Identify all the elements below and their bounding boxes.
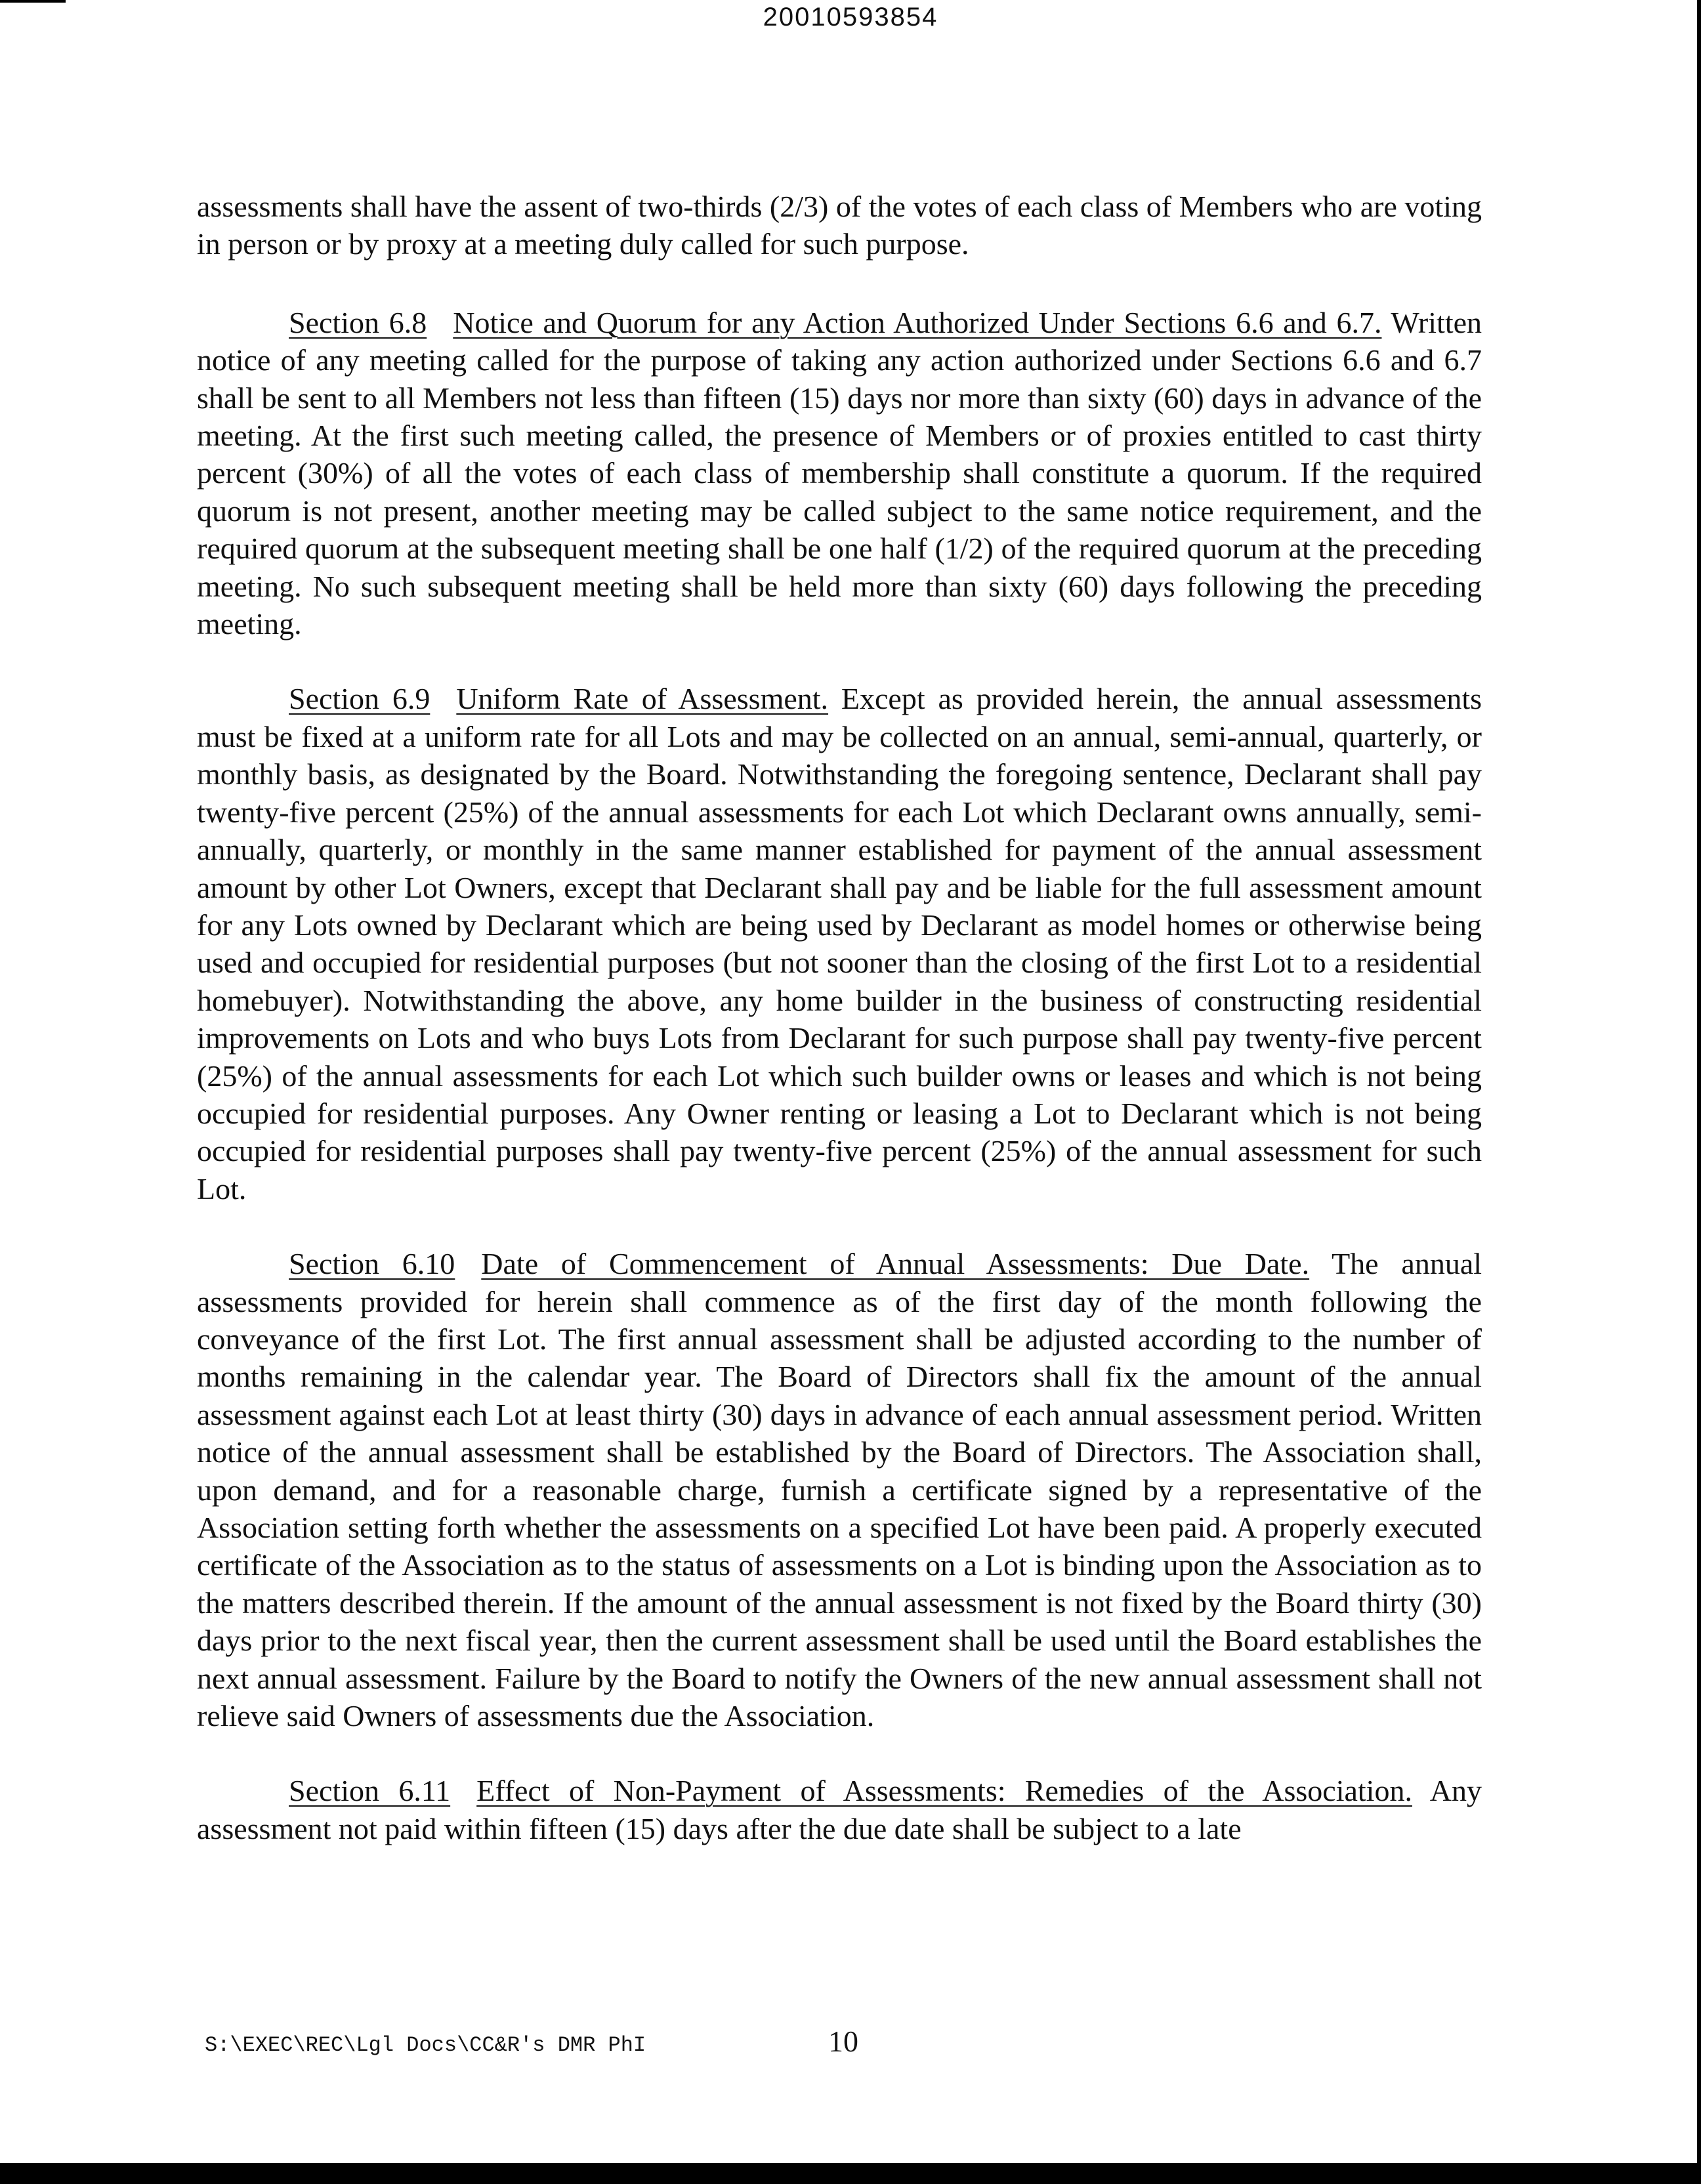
section-6-8 [197,304,1482,643]
document-number: 20010593854 [763,3,938,32]
page-body [197,188,1482,1885]
section-6-9 [197,680,1482,1208]
section-text: Any assessment not paid within fifteen (15) days after the due date shall be subject to a late [197,1774,1482,1845]
paragraph-text: assessments shall have the assent of two-thirds (2/3) of the votes of each class of Members who are voting in person or by proxy at a meeting duly called for such purpose. [197,190,1482,261]
footer-file-path: S:\EXEC\REC\Lgl Docs\CC&R's DMR PhI [205,2033,646,2057]
section-number: Section 6.10 [289,1247,455,1281]
section-6-10 [197,1245,1482,1734]
section-number: Section 6.9 [289,682,430,716]
section-text: Except as provided herein, the annual assessments must be fixed at a uniform rate for all Lots and may be collected on an annual, semi-annual, quarterly, or monthly basis, as designated by the Board. Notwithstanding the foregoing sentence, Declarant shall pay twenty-five percent (25%) of the annual assessments for each Lot which Declarant owns annually, semi-annually, quarterly, or monthly in the same manner established for payment of the annual assessment amount by other Lot Owners, except that Declarant shall pay and be liable for the full assessment amount for any Lots owned by Declarant which are being used by Declarant as model homes or otherwise being used and occupied for residential purposes (but not sooner than the closing of the first Lot to a residential homebuyer). Notwithstanding the above, any home builder in the business of constructing residential improvements on Lots and who buys Lots from Declarant for such purpose shall pay twenty-five percent (25%) of the annual assessments for each Lot which such builder owns or leases and which is not being occupied for residential purposes. Any Owner renting or leasing a Lot to Declarant which is not being occupied for residential purposes shall pay twenty-five percent (25%) of the annual assessment for such Lot. [197,682,1482,1206]
section-text: The annual assessments provided for herein shall commence as of the first day of the month following the conveyance of the first Lot. The first annual assessment shall be adjusted according to the number of months remaining in the calendar year. The Board of Directors shall fix the amount of the annual assessment against each Lot at least thirty (30) days in advance of each annual assessment period. Written notice of the annual assessment shall be established by the Board of Directors. The Association shall, upon demand, and for a reasonable charge, furnish a certificate signed by a representative of the Association setting forth whether the assessments on a specified Lot have been paid. A properly executed certificate of the Association as to the status of assessments on a Lot is binding upon the Association as to the matters described therein. If the amount of the annual assessment is not fixed by the Board thirty (30) days prior to the next fiscal year, then the current assessment shall be used until the Board establishes the next annual assessment. Failure by the Board to notify the Owners of the new annual assessment shall not relieve said Owners of assessments due the Association. [197,1247,1482,1733]
scan-edge-right [1697,0,1701,2184]
section-text: Written notice of any meeting called for the purpose of taking any action authorized under Sections 6.6 and 6.7 shall be sent to all Members not less than fifteen (15) days nor more than sixty (60) days in advance of the meeting. At the first such meeting called, the presence of Members or of proxies entitled to cast thirty percent (30%) of all the votes of each class of membership shall constitute a quorum. If the required quorum is not present, another meeting may be called subject to the same notice requirement, and the required quorum at the subsequent meeting shall be one half (1/2) of the required quorum at the preceding meeting. No such subsequent meeting shall be held more than sixty (60) days following the preceding meeting. [197,305,1482,641]
section-number: Section 6.11 [289,1774,451,1808]
section-6-11 [197,1772,1482,1847]
section-title: Effect of Non-Payment of Assessments: Remedies of the Association. [476,1774,1412,1808]
section-title: Date of Commencement of Annual Assessments: Due Date. [481,1247,1310,1281]
section-number: Section 6.8 [289,305,427,339]
page-number: 10 [828,2025,858,2058]
scan-edge-bottom [0,2163,1701,2184]
section-title: Uniform Rate of Assessment. [456,682,829,716]
section-title: Notice and Quorum for any Action Authorized Under Sections 6.6 and 6.7. [453,305,1382,339]
paragraph-continuation [197,188,1482,263]
